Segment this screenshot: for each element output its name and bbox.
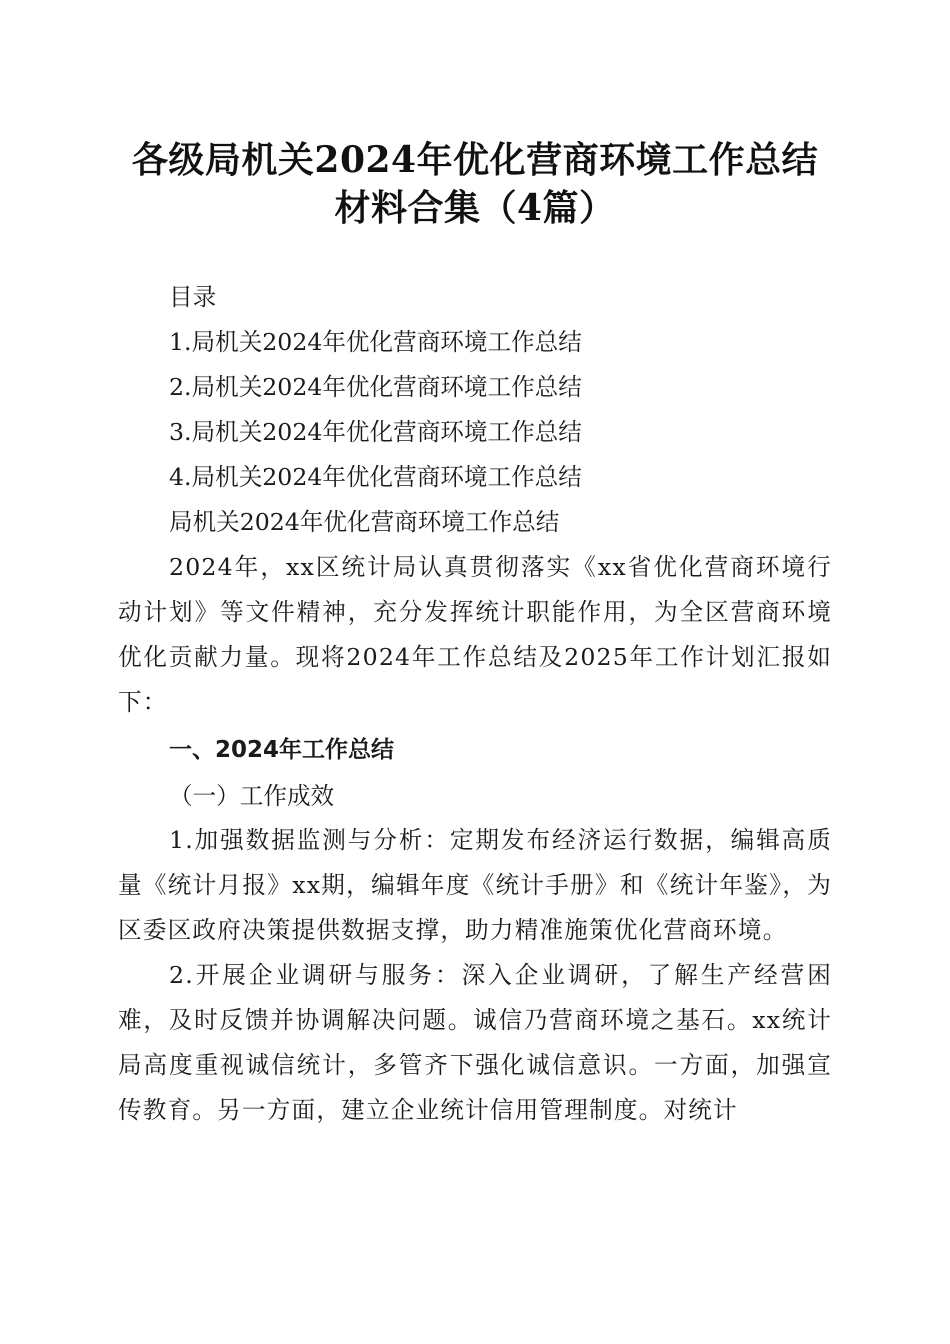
intro-paragraph: 2024年，xx区统计局认真贯彻落实《xx省优化营商环境行动计划》等文件精神，充分发挥统计职能作用，为全区营商环境优化贡献力量。现将2024年工作总结及2025年工作计划汇报如下： (118, 553, 832, 716)
paragraph-1: 1.加强数据监测与分析：定期发布经济运行数据，编辑高质量《统计月报》xx期，编辑年度《统计手册》和《统计年鉴》，为区委区政府决策提供数据支撑，助力精准施策优化营商环境。 (118, 826, 832, 944)
toc-item-2[interactable]: 2.局机关2024年优化营商环境工作总结 (169, 373, 582, 401)
section-heading: 一、2024年工作总结 (169, 737, 395, 763)
toc-heading: 目录 (169, 283, 217, 311)
paragraph-2: 2.开展企业调研与服务：深入企业调研，了解生产经营困难，及时反馈并协调解决问题。诚信乃营商环境之基石。xx统计局高度重视诚信统计，多管齐下强化诚信意识。一方面，加强宣传教育。另一方面，建立企业统计信用管理制度。对统计 (118, 961, 832, 1124)
toc-item-3[interactable]: 3.局机关2024年优化营商环境工作总结 (169, 418, 582, 446)
subsection-heading: （一）工作成效 (169, 782, 335, 810)
document-body (118, 275, 832, 1133)
toc-item-4[interactable]: 4.局机关2024年优化营商环境工作总结 (169, 463, 582, 491)
toc-item-1[interactable]: 1.局机关2024年优化营商环境工作总结 (169, 328, 582, 356)
document-title: 各级局机关2024年优化营商环境工作总结材料合集（4篇） (131, 139, 819, 229)
article-title: 局机关2024年优化营商环境工作总结 (169, 508, 560, 536)
